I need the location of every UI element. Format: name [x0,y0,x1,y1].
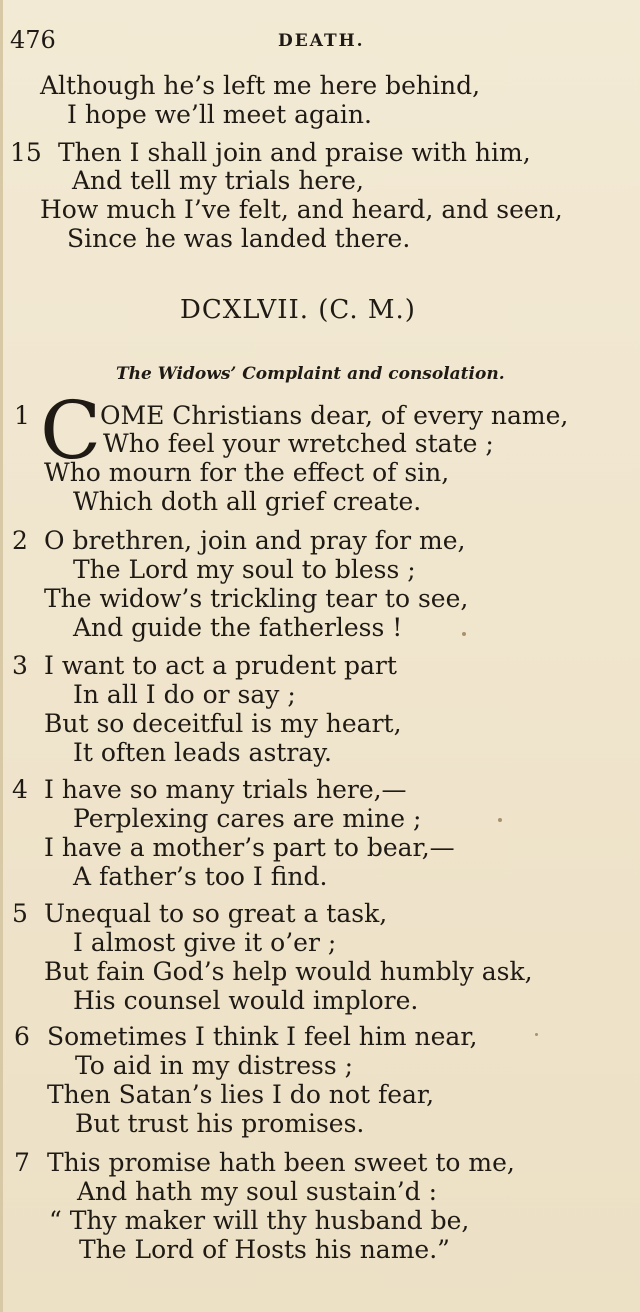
verse-line: A father’s too I find. [73,862,328,891]
paper-speck [462,632,466,636]
verse-line: O brethren, join and pray for me, [44,526,466,555]
continuation-line: I hope we’ll meet again. [67,100,372,129]
verse-line: To aid in my distress ; [75,1051,354,1080]
verse-line: I almost give it o’er ; [73,928,337,957]
verse-line: The widow’s trickling tear to see, [44,584,469,613]
running-head: DEATH. [278,31,365,51]
page-edge [0,0,3,1312]
verse-line: Sometimes I think I feel him near, [47,1022,478,1051]
stanza-number: 2 [12,526,28,555]
stanza-number: 4 [12,775,28,804]
hymn-subtitle: The Widows’ Complaint and consolation. [116,364,505,384]
verse-line: Perplexing cares are mine ; [73,804,422,833]
verse-line: His counsel would implore. [73,986,419,1015]
verse-line: I want to act a prudent part [44,651,397,680]
verse-line: In all I do or say ; [73,680,296,709]
page-number: 476 [10,26,56,54]
hymn-title: DCXLVII. (C. M.) [180,295,416,325]
verse-line: But trust his promises. [75,1109,365,1138]
verse-line: “ Thy maker will thy husband be, [49,1206,470,1235]
continuation-line: Although he’s left me here behind, [40,71,481,100]
verse-line: It often leads astray. [73,738,332,767]
page-header [10,26,630,56]
verse-line: But fain God’s help would humbly ask, [44,957,533,986]
verse-line: The Lord my soul to bless ; [73,555,416,584]
verse-line: Then Satan’s lies I do not fear, [47,1080,435,1109]
verse-line: But so deceitful is my heart, [44,709,402,738]
stanza-number: 7 [14,1148,30,1177]
verse-line: How much I’ve felt, and heard, and seen, [40,195,563,224]
verse-line: Who mourn for the effect of sin, [44,458,450,487]
stanza-number: 1 [14,401,30,430]
verse-line: The Lord of Hosts his name.” [79,1235,450,1264]
verse-line: And hath my soul sustain’d : [77,1177,438,1206]
verse-line: Which doth all grief create. [73,487,422,516]
verse-line: Unequal to so great a task, [44,899,388,928]
verse-line: Since he was landed there. [67,224,411,253]
verse-line: I have so many trials here,— [44,775,407,804]
paper-speck [498,818,502,822]
stanza-number: 5 [12,899,28,928]
verse-line: OME Christians dear, of every name, [100,401,569,430]
verse-line: Then I shall join and praise with him, [58,138,531,167]
drop-cap: C [40,384,102,477]
stanza-number: 6 [14,1022,30,1051]
stanza-number: 15 [10,138,42,167]
paper-speck [535,1033,538,1036]
verse-line: This promise hath been sweet to me, [47,1148,515,1177]
stanza-number: 3 [12,651,28,680]
verse-line: Who feel your wretched state ; [103,429,494,458]
verse-line: And tell my trials here, [72,166,364,195]
verse-line: And guide the fatherless ! [73,613,403,642]
verse-line: I have a mother’s part to bear,— [44,833,455,862]
